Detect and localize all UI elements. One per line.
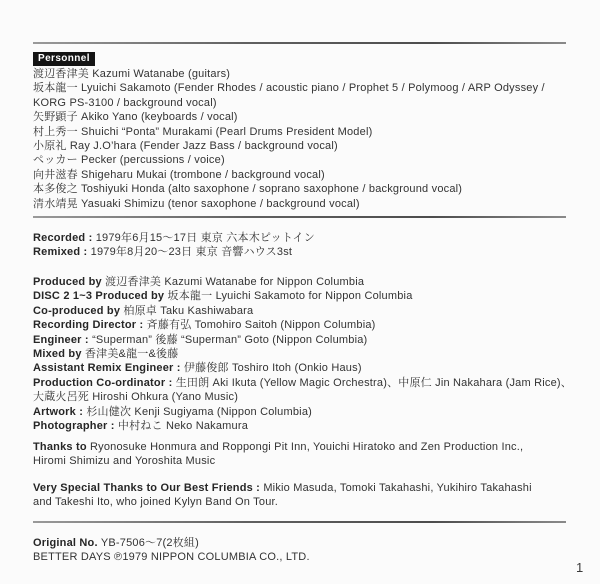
personnel-line: 本多俊之 Toshiyuki Honda (alto saxophone / soprano saxophone / background vocal): [33, 183, 463, 196]
credit-line: [33, 333, 580, 347]
credit-label: Mixed by: [33, 348, 82, 361]
special-thanks-value: and Takeshi Ito, who joined Kylyn Band On Tour.: [33, 496, 279, 509]
remixed-value: 1979年8月20～23日 東京 音響ハウス3st: [90, 246, 293, 259]
credit-value: 柏原卓 Taku Kashiwabara: [123, 304, 254, 317]
special-thanks-label: Very Special Thanks to Our Best Friends :: [33, 482, 261, 494]
remixed-line: [33, 245, 580, 259]
catalog-info: [33, 536, 580, 565]
credit-line: [33, 361, 580, 375]
special-thanks-line: [33, 481, 580, 495]
credit-value: 坂本龍一 Lyuichi Sakamoto for Nippon Columbia: [167, 290, 413, 303]
personnel-line: ペッカー Pecker (percussions / voice): [33, 154, 225, 167]
credit-value: “Superman” 後藤 “Superman” Goto (Nippon Columbia): [92, 333, 368, 346]
personnel-line: 清水靖晃 Yasuaki Shimizu (tenor saxophone / background vocal): [33, 197, 360, 210]
credit-label: Produced by: [33, 276, 102, 288]
personnel-line: 村上秀一 Shuichi “Ponta” Murakami (Pearl Drums President Model): [33, 125, 373, 138]
credit-label: Assistant Remix Engineer :: [33, 362, 181, 375]
credit-value: 斉藤有弘 Tomohiro Saitoh (Nippon Columbia): [146, 319, 376, 332]
personnel-line: KORG PS-3100 / background vocal): [33, 96, 217, 109]
remixed-label: Remixed :: [33, 246, 88, 259]
credit-line: [33, 376, 580, 390]
credit-value: 生田朗 Aki Ikuta (Yellow Magic Orchestra)、中原仁 Jin Nakahara (Jam Rice)、: [175, 376, 572, 389]
copyright-line: [33, 550, 580, 564]
credit-line: [33, 419, 580, 433]
credit-label: Photographer :: [33, 420, 115, 433]
thanks-line: [33, 440, 580, 454]
personnel-line: 渡辺香津美 Kazumi Watanabe (guitars): [33, 68, 231, 80]
session-info: [33, 231, 580, 260]
credit-line: [33, 304, 580, 318]
recorded-value: 1979年6月15～17日 東京 六本木ピットイン: [95, 232, 315, 244]
credit-line: [33, 347, 580, 361]
credit-value: 大蔵火呂死 Hiroshi Ohkura (Yano Music): [33, 391, 239, 404]
catalog-number-label: Original No.: [33, 537, 98, 549]
catalog-number-value: YB-7506～7(2枚組): [100, 537, 199, 549]
divider-bottom: [33, 521, 566, 523]
credit-label: Recording Director :: [33, 319, 144, 332]
special-thanks-value: Mikio Masuda, Tomoki Takahashi, Yukihiro Takahashi: [263, 482, 532, 494]
credit-line: [33, 275, 580, 289]
thanks-line: [33, 454, 580, 468]
credit-label: Co-produced by: [33, 304, 121, 317]
thanks-value: Hiromi Shimizu and Yoroshita Music: [33, 455, 216, 468]
special-thanks-line: [33, 495, 580, 509]
personnel-line: 矢野顕子 Akiko Yano (keyboards / vocal): [33, 111, 238, 124]
personnel-line: 坂本龍一 Lyuichi Sakamoto (Fender Rhodes / acoustic piano / Prophet 5 / Polymoog / ARP Odyssey /: [33, 82, 545, 95]
recorded-label: Recorded :: [33, 232, 93, 244]
divider-middle: [33, 216, 566, 218]
credit-label: Production Co-ordinator :: [33, 376, 173, 389]
credit-value: 香津美&龍一&後藤: [84, 348, 179, 361]
thanks-label: Thanks to: [33, 441, 87, 453]
page-number: 1: [576, 560, 584, 575]
copyright-value: BETTER DAYS ℗1979 NIPPON COLUMBIA CO., LTD.: [33, 551, 310, 564]
credit-label: DISC 2 1~3 Produced by: [33, 290, 165, 303]
credit-value: 伊藤俊郎 Toshiro Itoh (Onkio Haus): [183, 362, 362, 375]
credit-value: 中村ねこ Neko Nakamura: [117, 420, 249, 433]
credit-value: 渡辺香津美 Kazumi Watanabe for Nippon Columbia: [105, 276, 365, 288]
personnel-line: 向井滋春 Shigeharu Mukai (trombone / background vocal): [33, 168, 325, 181]
divider-top: [33, 42, 566, 44]
credit-line: [33, 405, 580, 419]
credit-line: [33, 318, 580, 332]
special-thanks-note: [33, 481, 580, 510]
recorded-line: [33, 231, 580, 245]
catalog-number-line: [33, 536, 580, 550]
credit-label: Artwork :: [33, 405, 84, 418]
credit-label: Engineer :: [33, 333, 89, 346]
credit-value: 杉山健次 Kenji Sugiyama (Nippon Columbia): [86, 405, 313, 418]
thanks-value: Ryonosuke Honmura and Roppongi Pit Inn, Youichi Hiratoko and Zen Production Inc.,: [90, 441, 524, 453]
credit-line: [33, 289, 580, 303]
credits-list: [33, 275, 580, 433]
personnel-line: 小原礼 Ray J.O’hara (Fender Jazz Bass / background vocal): [33, 140, 338, 153]
credit-line: [33, 390, 580, 404]
personnel-heading: Personnel: [33, 52, 95, 66]
personnel-list: [33, 67, 580, 211]
thanks-note: [33, 440, 580, 469]
